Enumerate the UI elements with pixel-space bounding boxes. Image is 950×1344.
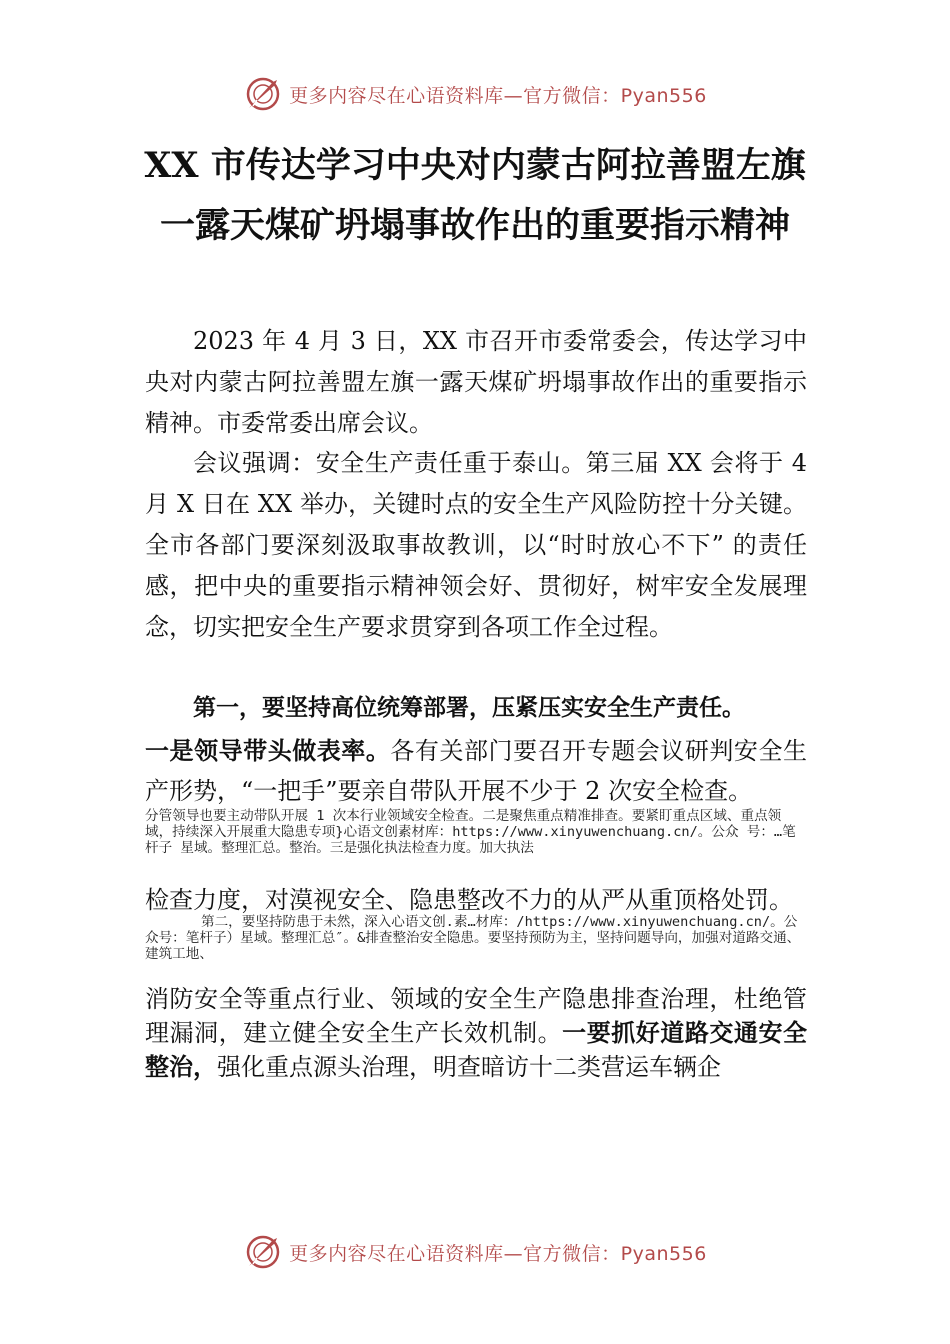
subheading-road-traffic: 一要抓好道路交通安全整治， — [145, 1019, 808, 1081]
subheading-leader: 一是领导带头做表率。 — [145, 737, 391, 765]
paragraph-fire-safety — [145, 982, 807, 1084]
quill-seal-logo-icon — [243, 74, 283, 114]
bottom-banner — [0, 1230, 950, 1274]
page-title-line-1: XX 市传达学习中央对内蒙古阿拉善盟左旗 — [144, 145, 806, 186]
page-title-line-2: 一露天煤矿坍塌事故作出的重要指示精神 — [159, 205, 790, 246]
banner-text: 更多内容尽在心语资料库—官方微信：Pyan556 — [289, 1242, 707, 1265]
small-text-block-2: 第二，要坚持防患于未然，深入心语文创.素…材库：/https://www.xinyuwenchuang.cn/。公众号：笔杆子）星域。整理汇总″。&排查整治安全隐患。要坚持预防为主，坚持问题导向，加强对道路交通、建筑工地、 — [145, 914, 801, 962]
banner-text: 更多内容尽在心语资料库—官方微信：Pyan556 — [289, 84, 707, 107]
paragraph-fire-safety-text: 消防安全等重点行业、领域的安全生产隐患排查治理，杜绝管理漏洞，建立健全安全生产长效机制。 — [145, 985, 807, 1047]
paragraph-leader-text: 各有关部门要召开专题会议研判安全生产形势，“一把手”要亲自带队开展不少于 2 次安全检查。 — [145, 737, 808, 805]
paragraph-meeting-emphasis: 会议强调：安全生产责任重于泰山。第三届 XX 会将于 4 月 X 日在 XX 举办，关键时点的安全生产风险防控十分关键。全市各部门要深刻汲取事故教训，以“时时放心不下” 的责任感，把中央的重要指示精神领会好、贯彻好，树牢安全发展理念，切实把安全生产要求贯穿到各项工作全过程。 — [145, 449, 807, 641]
quill-seal-logo-icon — [243, 1232, 283, 1272]
paragraph-intro: 2023 年 4 月 3 日，XX 市召开市委常委会，传达学习中央对内蒙古阿拉善盟左旗一露天煤矿坍塌事故作出的重要指示精神。市委常委出席会议。 — [145, 327, 807, 437]
section-heading-first: 第一，要坚持高位统筹部署，压紧压实安全生产责任。 — [193, 695, 745, 721]
paragraph-leader-example — [145, 731, 807, 811]
top-banner — [0, 72, 950, 116]
small-text-block-1: 分管领导也要主动带队开展 1 次本行业领域安全检查。二是聚焦重点精准排查。要紧盯重点区域、重点领域，持续深入开展重大隐患专项}心语文创素材库：https://www.xinyuwenchuang.cn/。公众 号：…笔杆子 星域。整理汇总。整治。三是强化执法检查力度。加大执法 — [145, 808, 796, 856]
paragraph-road-traffic-text: 强化重点源头治理，明查暗访十二类营运车辆企 — [217, 1053, 721, 1081]
paragraph-enforcement: 检查力度，对漠视安全、隐患整改不力的从严从重顶格处罚。 — [145, 886, 793, 914]
